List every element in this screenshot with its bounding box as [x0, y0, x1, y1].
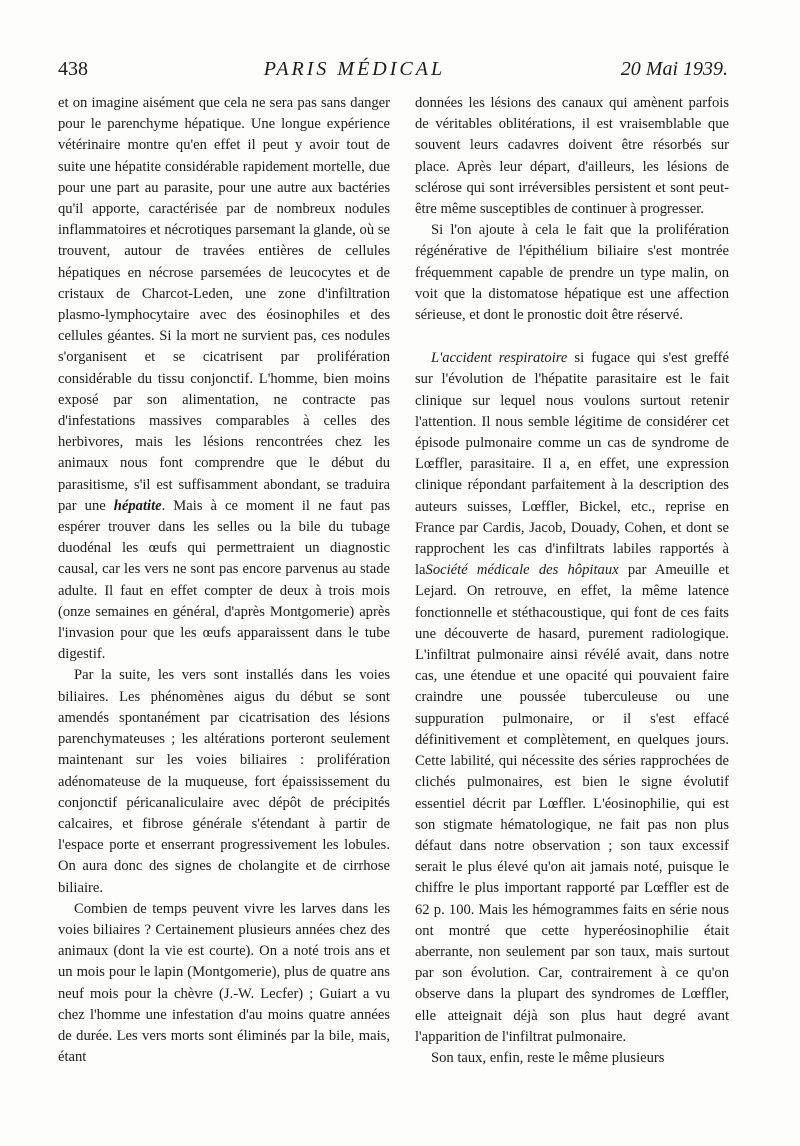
left-p1-emphasis: hépatite: [113, 497, 162, 514]
right-paragraph-1: données les lésions des canaux qui amènent parfois de véritables oblitérations, il est vraisemblable que souvent leurs cadavres doivent être résorbés sur place. Après leur départ, d'ailleurs, les lésions de sclérose qui sont irréversibles persistent et sont peut-être même susceptibles de continuer à progresser.: [415, 95, 729, 218]
right-paragraph-3: [415, 348, 729, 1048]
left-paragraph-2: Par la suite, les vers sont installés dans les voies biliaires. Les phénomènes aigus du début se sont amendés spontanément par cicatrisation des lésions parenchymateuses ; les altérations porteront seulement maintenant sur les voies biliaires : prolifération adénomateuse de la muqueuse, fort épaississement du conjonctif péricanaliculaire avec dépôt de précipités calcaires, et fibrose générale s'étendant à partir de l'espace porte et enserrant progressivement les lobules. On aura donc des signes de cholangite et de cirrhose biliaire.: [58, 667, 390, 896]
page-number: 438: [58, 58, 88, 80]
right-paragraph-4: Son taux, enfin, reste le même plusieurs: [431, 1049, 665, 1066]
left-p1-text: et on imagine aisément que cela ne sera pas sans danger pour le parenchyme hépatique. Une longue expérience vétérinaire montre qu'en effet il peut y avoir tout de suite une hépatite considérable rapidement mortelle, due pour une part au parasite, pour une autre aux bactéries qu'il apporte, caractérisée par de nombreux nodules inflammatoires et nécrotiques parsemant la glande, où se trouvent, autour de travées entières de cellules hépatiques en nécrose parsemées de leucocytes et de cristaux de Charcot-Leden, une zone d'infiltration plasmo-lymphocytaire avec des éosinophiles et des cellules géantes. Si la mort ne survient pas, ces nodules s'organisent et se cicatrisent par prolifération considérable du tissu conjonctif. L'homme, bien moins exposé par son alimentation, ne contracte pas d'infestations massives comparables à celles des herbivores, mais les lésions rencontrées chez les animaux nous font comprendre que le début du parasitisme, s'il est suffisamment abondant, se traduira par une: [58, 95, 390, 514]
right-p3-text: si fugace qui s'est greffé sur l'évolution de l'hépatite parasitaire est le fait clinique sur lequel nous voulons surtout retenir l'attention. Il nous semble légitime de considérer cet épisode pulmonaire comme un cas de syndrome de Lœffler, parasitaire. Il a, en effet, une expression clinique répondant parfaitement à la description des auteurs suisses, Lœffler, Bickel, etc., reprise en France par Cardis, Jacob, Douady, Cohen, et dont se rapprochent les cas d'infiltrats labiles rapportés à la: [415, 350, 729, 579]
left-p1-tail: . Mais à ce moment il ne faut pas espérer trouver dans les selles ou la bile du tubage duodénal les œufs qui permettraient un diagnostic causal, car les vers ne sont pas encore parvenus au stade adulte. Il faut en effet compter de deux à trois mois (onze semaines en général, d'après Montgomerie) après l'invasion pour que les œufs apparaissent dans le tube digestif.: [58, 497, 390, 663]
issue-date: 20 Mai 1939.: [620, 58, 728, 80]
right-p3-emphasis: L'accident respiratoire: [431, 350, 568, 367]
journal-title: PARIS MÉDICAL: [263, 58, 446, 80]
right-p3-emphasis-2: Société médicale des hôpitaux: [425, 562, 619, 579]
left-column: [58, 93, 390, 1068]
running-header: [58, 58, 728, 88]
left-paragraph-3: Combien de temps peuvent vivre les larves dans les voies biliaires ? Certainement plusieurs années chez des animaux (dont la vie est courte). On a noté trois ans et un mois pour le lapin (Montgomerie), plus de quatre ans neuf mois pour la chèvre (J.-W. Lecfer) ; Guiart a vu chez l'homme une infestation d'au moins quatre années de durée. Les vers morts sont éliminés par la bile, mais, étant: [58, 900, 390, 1066]
right-column: [415, 93, 729, 1069]
right-paragraph-2: Si l'on ajoute à cela le fait que la prolifération régénérative de l'épithélium biliaire s'est montrée fréquemment capable de prendre un type malin, on voit que la distomatose hépatique est une affection sérieuse, et dont le pronostic doit être réservé.: [415, 222, 729, 324]
left-paragraph-1: [58, 93, 390, 665]
right-p3-tail: par Ameuille et Lejard. On retrouve, en effet, la même latence fonctionnelle et stéthacoustique, qui font de ces faits une découverte de hasard, purement radiologique. L'infiltrat pulmonaire ainsi révélé avait, dans notre cas, une étendue et une opacité qui pouvaient faire craindre une poussée tuberculeuse ou une suppuration pulmonaire, or il s'est effacé définitivement et complètement, en quelques jours. Cette labilité, qui nécessite des séries rapprochées de clichés pulmonaires, est bien le signe évolutif essentiel décrit par Lœffler. L'éosinophilie, qui est son stigmate hématologique, ne fait pas non plus défaut dans notre observation ; son taux excessif serait le plus élevé qu'on ait jamais noté, puisque le chiffre le plus important rapporté par Lœffler est de 62 p. 100. Mais les hémogrammes faits en série nous ont montré que cette hyperéosinophilie était aberrante, non seulement par son taux, mais surtout par son évolution. Car, contrairement à ce qu'on observe dans la plupart des syndromes de Lœffler, elle atteignait déjà son plus haut degré avant l'apparition de l'infiltrat pulmonaire.: [415, 562, 729, 1045]
